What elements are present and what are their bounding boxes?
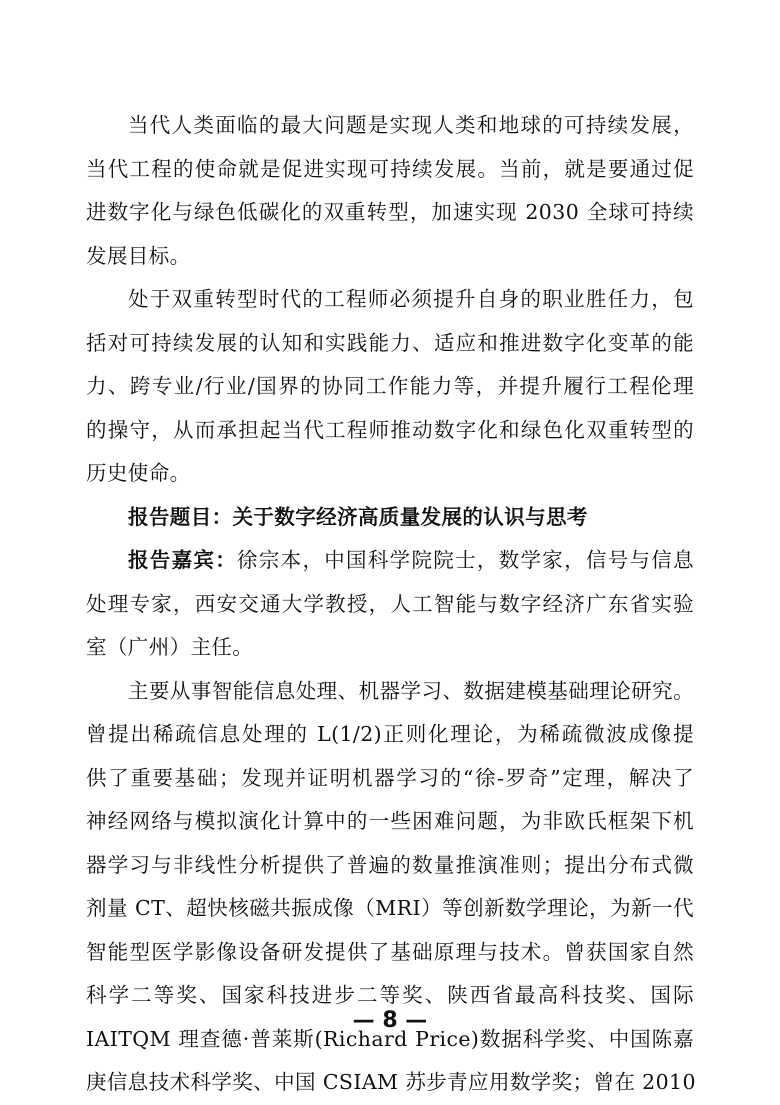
text-line: 主要从事智能信息处理、机器学习、数据建模基础理论研究。 [128,678,694,703]
text-line: 庚信息技术科学奖、中国 CSIAM 苏步青应用数学奖；曾在 2010 [86,1070,696,1094]
page-number: — 8 — [352,1008,428,1033]
text-line [86,539,694,583]
report-guest-intro: 徐宗本，中国科学院院士，数学家，信号与信息 [237,548,695,572]
text-line: 器学习与非线性分析提供了普遍的数量推演准则；提出分布式微 [86,852,694,877]
text-line: 的操守，从而承担起当代工程师推动数字化和绿色化双重转型的 [86,417,694,442]
text-line: 处于双重转型时代的工程师必须提升自身的职业胜任力，包 [128,287,694,311]
text-line: 进数字化与绿色低碳化的双重转型，加速实现 2030 全球可持续 [86,200,694,224]
text-line: 神经网络与模拟演化计算中的一些困难问题，为非欧氏框架下机 [86,809,694,833]
text-line: 发展目标。 [86,243,191,268]
text-line: 括对可持续发展的认知和实践能力、适应和推进数字化变革的能 [86,330,694,355]
text-line: 曾提出稀疏信息处理的 L(1/2)正则化理论，为稀疏微波成像提 [86,722,694,746]
text-line: 剂量 CT、超快核磁共振成像（MRI）等创新数学理论，为新一代 [86,896,694,920]
report-title-paragraph [86,496,694,540]
text-line: 力、跨专业/行业/国界的协同工作能力等，并提升履行工程伦理 [86,374,694,398]
text-line: 历史使命。 [86,461,191,485]
text-line: 科学二等奖、国家科技进步二等奖、陕西省最高科技奖、国际 [86,983,694,1007]
paragraph-sustainable-development [86,104,694,278]
text-line: 当代人类面临的最大问题是实现人类和地球的可持续发展， [128,113,694,137]
text-line: 当代工程的使命就是促进实现可持续发展。当前，就是要通过促 [86,156,694,181]
report-guest-label: 报告嘉宾： [128,548,238,572]
report-title: 报告题目：关于数字经济高质量发展的认识与思考 [128,504,588,529]
text-line: IAITQM 理查德·普莱斯(Richard Price)数据科学奖、中国陈嘉 [86,1026,694,1051]
paragraph-engineer-competence [86,278,694,496]
text-line: 处理专家，西安交通大学教授，人工智能与数字经济广东省实验 [86,591,694,616]
text-line: 室（广州）主任。 [86,635,254,659]
text-line: 供了重要基础；发现并证明机器学习的“徐-罗奇”定理，解决了 [86,765,694,790]
document-page [86,104,694,1105]
text-line: 智能型医学影像设备研发提供了基础原理与技术。曾获国家自然 [86,939,694,964]
paragraph-research-achievements [86,670,694,1105]
report-guest-paragraph [86,539,694,670]
